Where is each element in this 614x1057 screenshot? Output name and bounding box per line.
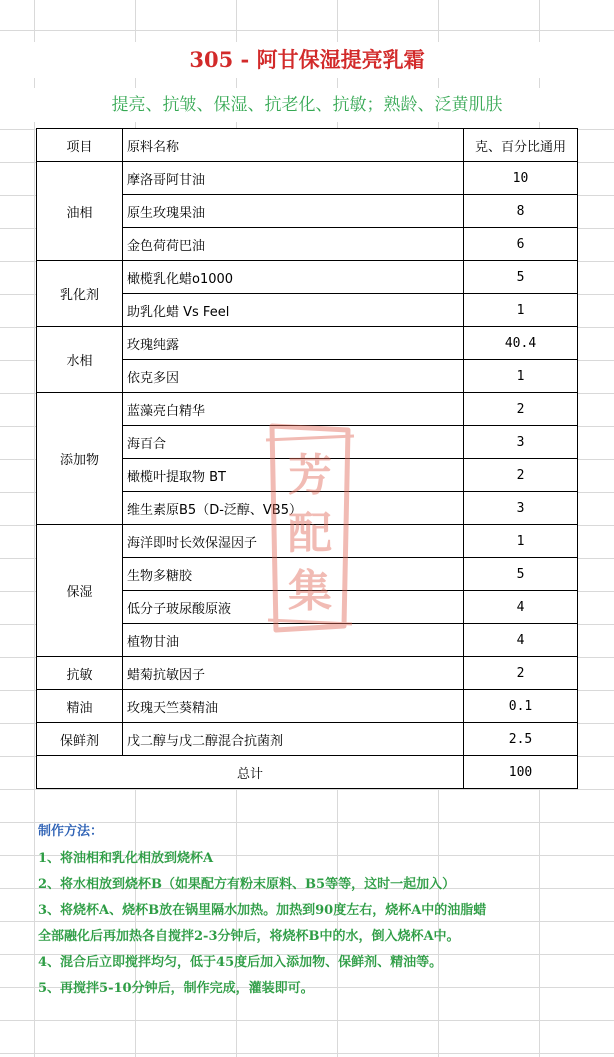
- page-title: 305 - 阿甘保湿提亮乳霜: [0, 42, 614, 78]
- amount-cell: 3: [464, 492, 578, 525]
- material-cell: 玫瑰天竺葵精油: [123, 690, 464, 723]
- table-row: [37, 525, 578, 558]
- amount-cell: 40.4: [464, 327, 578, 360]
- amount-cell: 1: [464, 294, 578, 327]
- table-row: [37, 393, 578, 426]
- category-cell: 保湿: [37, 525, 123, 657]
- amount-cell: 1: [464, 360, 578, 393]
- header-material: 原料名称: [123, 129, 464, 162]
- material-cell: 低分子玻尿酸原液: [123, 591, 464, 624]
- material-cell: 蓝藻亮白精华: [123, 393, 464, 426]
- table-row: [37, 162, 578, 195]
- page-subtitle: 提亮、抗皱、保湿、抗老化、抗敏；熟龄、泛黄肌肤: [0, 88, 614, 122]
- category-cell: 保鲜剂: [37, 723, 123, 756]
- material-cell: 海百合: [123, 426, 464, 459]
- amount-cell: 5: [464, 558, 578, 591]
- header-category: 项目: [37, 129, 123, 162]
- amount-cell: 2.5: [464, 723, 578, 756]
- material-cell: 金色荷荷巴油: [123, 228, 464, 261]
- table-row: [37, 327, 578, 360]
- table-header-row: [37, 129, 578, 162]
- method-step: 4、混合后立即搅拌均匀，低于45度后加入添加物、保鲜剂、精油等。: [38, 955, 443, 970]
- category-cell: 乳化剂: [37, 261, 123, 327]
- amount-cell: 4: [464, 624, 578, 657]
- material-cell: 助乳化蜡 Vs Feel: [123, 294, 464, 327]
- header-amount-unit: 克、百分比通用: [464, 129, 578, 162]
- material-cell: 橄榄叶提取物 BT: [123, 459, 464, 492]
- total-row: [37, 756, 578, 789]
- amount-cell: 3: [464, 426, 578, 459]
- material-cell: 植物甘油: [123, 624, 464, 657]
- table-row: [37, 657, 578, 690]
- amount-cell: 0.1: [464, 690, 578, 723]
- svg-text:芳: 芳: [288, 450, 332, 501]
- amount-cell: 5: [464, 261, 578, 294]
- amount-cell: 2: [464, 459, 578, 492]
- material-cell: 海洋即时长效保湿因子: [123, 525, 464, 558]
- amount-cell: 2: [464, 657, 578, 690]
- method-title: 制作方法：: [38, 824, 104, 839]
- method-step: 1、将油相和乳化相放到烧杯A: [38, 851, 214, 866]
- material-cell: 蜡菊抗敏因子: [123, 657, 464, 690]
- method-step: 2、将水相放到烧杯B（如果配方有粉末原料、B5等等，这时一起加入）: [38, 877, 456, 892]
- total-amount: 100: [464, 756, 578, 789]
- material-cell: 摩洛哥阿甘油: [123, 162, 464, 195]
- material-cell: 依克多因: [123, 360, 464, 393]
- table-row: [37, 261, 578, 294]
- material-cell: 戊二醇与戊二醇混合抗菌剂: [123, 723, 464, 756]
- svg-text:配: 配: [288, 508, 332, 559]
- table-row: [37, 690, 578, 723]
- method-step: 3、将烧杯A、烧杯B放在锅里隔水加热。加热到90度左右，烧杯A中的油脂蜡: [38, 903, 487, 918]
- material-cell: 维生素原B5（D-泛醇、VB5）: [123, 492, 464, 525]
- recipe-table: [36, 128, 578, 789]
- amount-cell: 8: [464, 195, 578, 228]
- material-cell: 原生玫瑰果油: [123, 195, 464, 228]
- amount-cell: 4: [464, 591, 578, 624]
- method-step: 5、再搅拌5-10分钟后，制作完成，灌装即可。: [38, 981, 314, 996]
- category-cell: 添加物: [37, 393, 123, 525]
- material-cell: 玫瑰纯露: [123, 327, 464, 360]
- amount-cell: 6: [464, 228, 578, 261]
- method-step: 全部融化后再加热各自搅拌2-3分钟后，将烧杯B中的水，倒入烧杯A中。: [38, 929, 460, 944]
- category-cell: 精油: [37, 690, 123, 723]
- amount-cell: 1: [464, 525, 578, 558]
- category-cell: 油相: [37, 162, 123, 261]
- table-row: [37, 723, 578, 756]
- material-cell: 生物多糖胶: [123, 558, 464, 591]
- amount-cell: 2: [464, 393, 578, 426]
- material-cell: 橄榄乳化蜡o1000: [123, 261, 464, 294]
- amount-cell: 10: [464, 162, 578, 195]
- category-cell: 水相: [37, 327, 123, 393]
- total-label: 总计: [37, 756, 464, 789]
- svg-text:集: 集: [288, 566, 332, 617]
- category-cell: 抗敏: [37, 657, 123, 690]
